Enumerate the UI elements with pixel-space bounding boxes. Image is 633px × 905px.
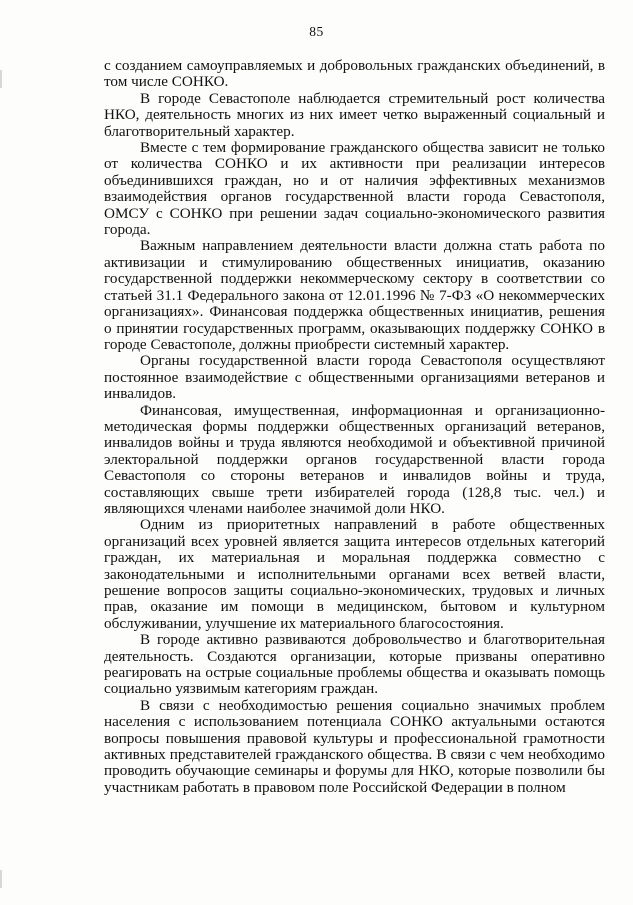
paragraph: Финансовая, имущественная, информационная и организационно-методическая формы поддержки общественных организаций ветеранов, инвалидов войны и труда являются необходимой и объективной причиной электоральной поддержки органов государственной власти города Севастополя со стороны ветеранов и инвалидов войны и труда, составляющих свыше трети избирателей города (128,8 тыс. чел.) и являющихся членами наиболее значимой доли НКО.	[104, 401, 605, 517]
paragraph: В связи с необходимостью решения социально значимых проблем населения с использованием потенциала СОНКО актуальными остаются вопросы повышения правовой культуры и профессиональной грамотности активных представителей гражданского общества. В связи с чем необходимо проводить обучающие семинары и форумы для НКО, которые позволили бы участникам работать в правовом поле Российской Федерации в полном	[104, 696, 605, 796]
paragraph: Одним из приоритетных направлений в работе общественных организаций всех уровней является защита интересов отдельных категорий граждан, их материальная и моральная поддержка совместно с законодательными и исполнительными органами всех ветвей власти, решение вопросов защиты социально-экономических, трудовых и личных прав, оказание им помощи в медицинском, бытовом и культурном обслуживании, улучшение их материального благосостояния.	[104, 516, 605, 632]
paragraph: Важным направлением деятельности власти должна стать работа по активизации и стимулированию общественных инициатив, оказанию государственной поддержки некоммерческому сектору в соответствии со статьей 31.1 Федерального закона от 12.01.1996 № 7-ФЗ «О некоммерческих организациях». Финансовая поддержка общественных инициатив, решения о принятии государственных программ, оказывающих поддержку СОНКО в городе Севастополе, должны приобрести системный характер.	[104, 237, 605, 353]
paragraph: с созданием самоуправляемых и добровольных гражданских объединений, в том числе СОНКО.	[104, 57, 605, 91]
paragraph: Органы государственной власти города Севастополя осуществляют постоянное взаимодействие с общественными организациями ветеранов и инвалидов.	[104, 352, 605, 403]
paragraph: Вместе с тем формирование гражданского общества зависит не только от количества СОНКО и их активности при реализации интересов объединившихся граждан, но и от наличия эффективных механизмов взаимодействия органов государственной власти города Севастополя, ОМСУ с СОНКО при решении задач социально-экономического развития города.	[104, 139, 605, 239]
paragraph: В городе Севастополе наблюдается стремительный рост количества НКО, деятельность многих из них имеет четко выраженный социальный и благотворительный характер.	[104, 89, 605, 140]
paragraph: В городе активно развиваются добровольчество и благотворительная деятельность. Создаются организации, которые призваны оперативно реагировать на острые социальные проблемы общества и оказывать помощь социально уязвимым категориям граждан.	[104, 631, 605, 698]
document-body	[104, 58, 605, 796]
page-number: 85	[309, 24, 324, 39]
scan-edge-mark	[0, 870, 2, 888]
scan-edge-mark	[0, 70, 2, 88]
